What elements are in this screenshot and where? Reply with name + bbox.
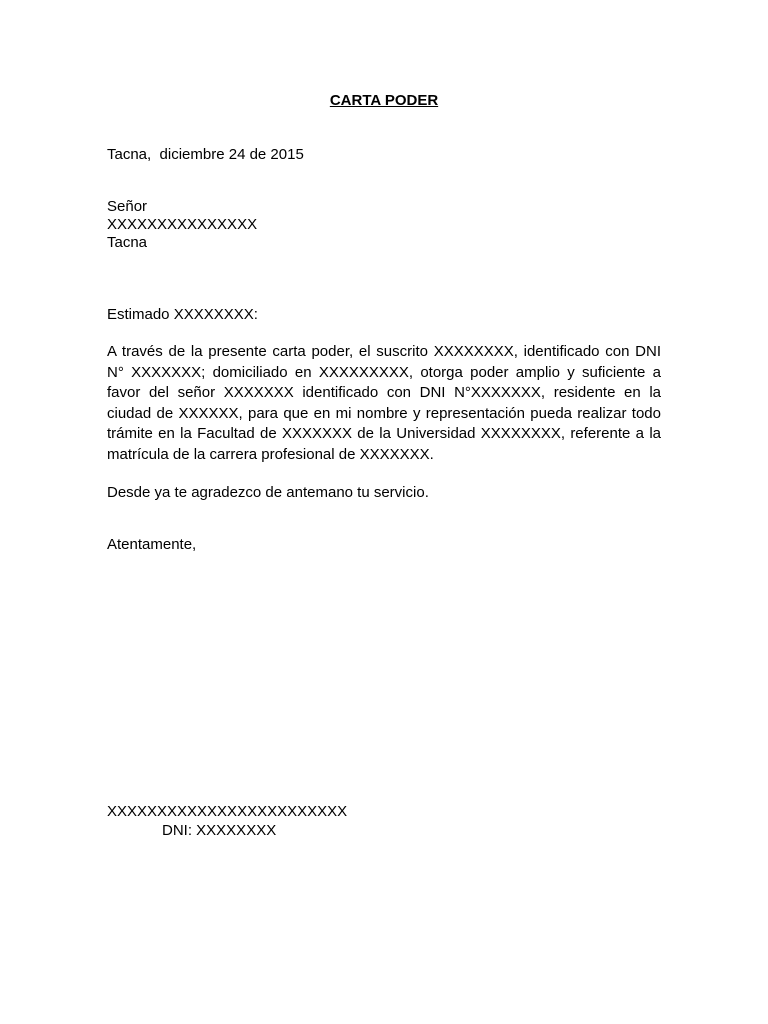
recipient-name: XXXXXXXXXXXXXXX bbox=[107, 216, 258, 233]
body-paragraph: A través de la presente carta poder, el suscrito XXXXXXXX, identificado con DNI N° XXXXXXX; domiciliado en XXXXXXXXX, otorga poder amplio y suficiente a favor del señor XXXXXXX identificado con DNI N°XXXXXXX, residente en la ciudad de XXXXXX, para que en mi nombre y representación pueda realizar todo trámite en la Facultad de XXXXXXX de la Universidad XXXXXXXX, referente a la matrícula de la carrera profesional de XXXXXXX. bbox=[107, 343, 661, 463]
document-title: CARTA PODER bbox=[329, 92, 439, 109]
recipient-salutation: Señor bbox=[107, 198, 148, 215]
closing: Atentamente, bbox=[107, 536, 197, 553]
signature-dni: DNI: XXXXXXXX bbox=[162, 822, 277, 839]
date-line: Tacna, diciembre 24 de 2015 bbox=[107, 146, 304, 163]
greeting: Estimado XXXXXXXX: bbox=[107, 306, 258, 323]
recipient-city: Tacna bbox=[107, 234, 148, 251]
thanks-paragraph: Desde ya te agradezco de antemano tu servicio. bbox=[107, 484, 429, 501]
signature-name: XXXXXXXXXXXXXXXXXXXXXXXX bbox=[107, 803, 348, 820]
recipient-block bbox=[107, 198, 257, 252]
